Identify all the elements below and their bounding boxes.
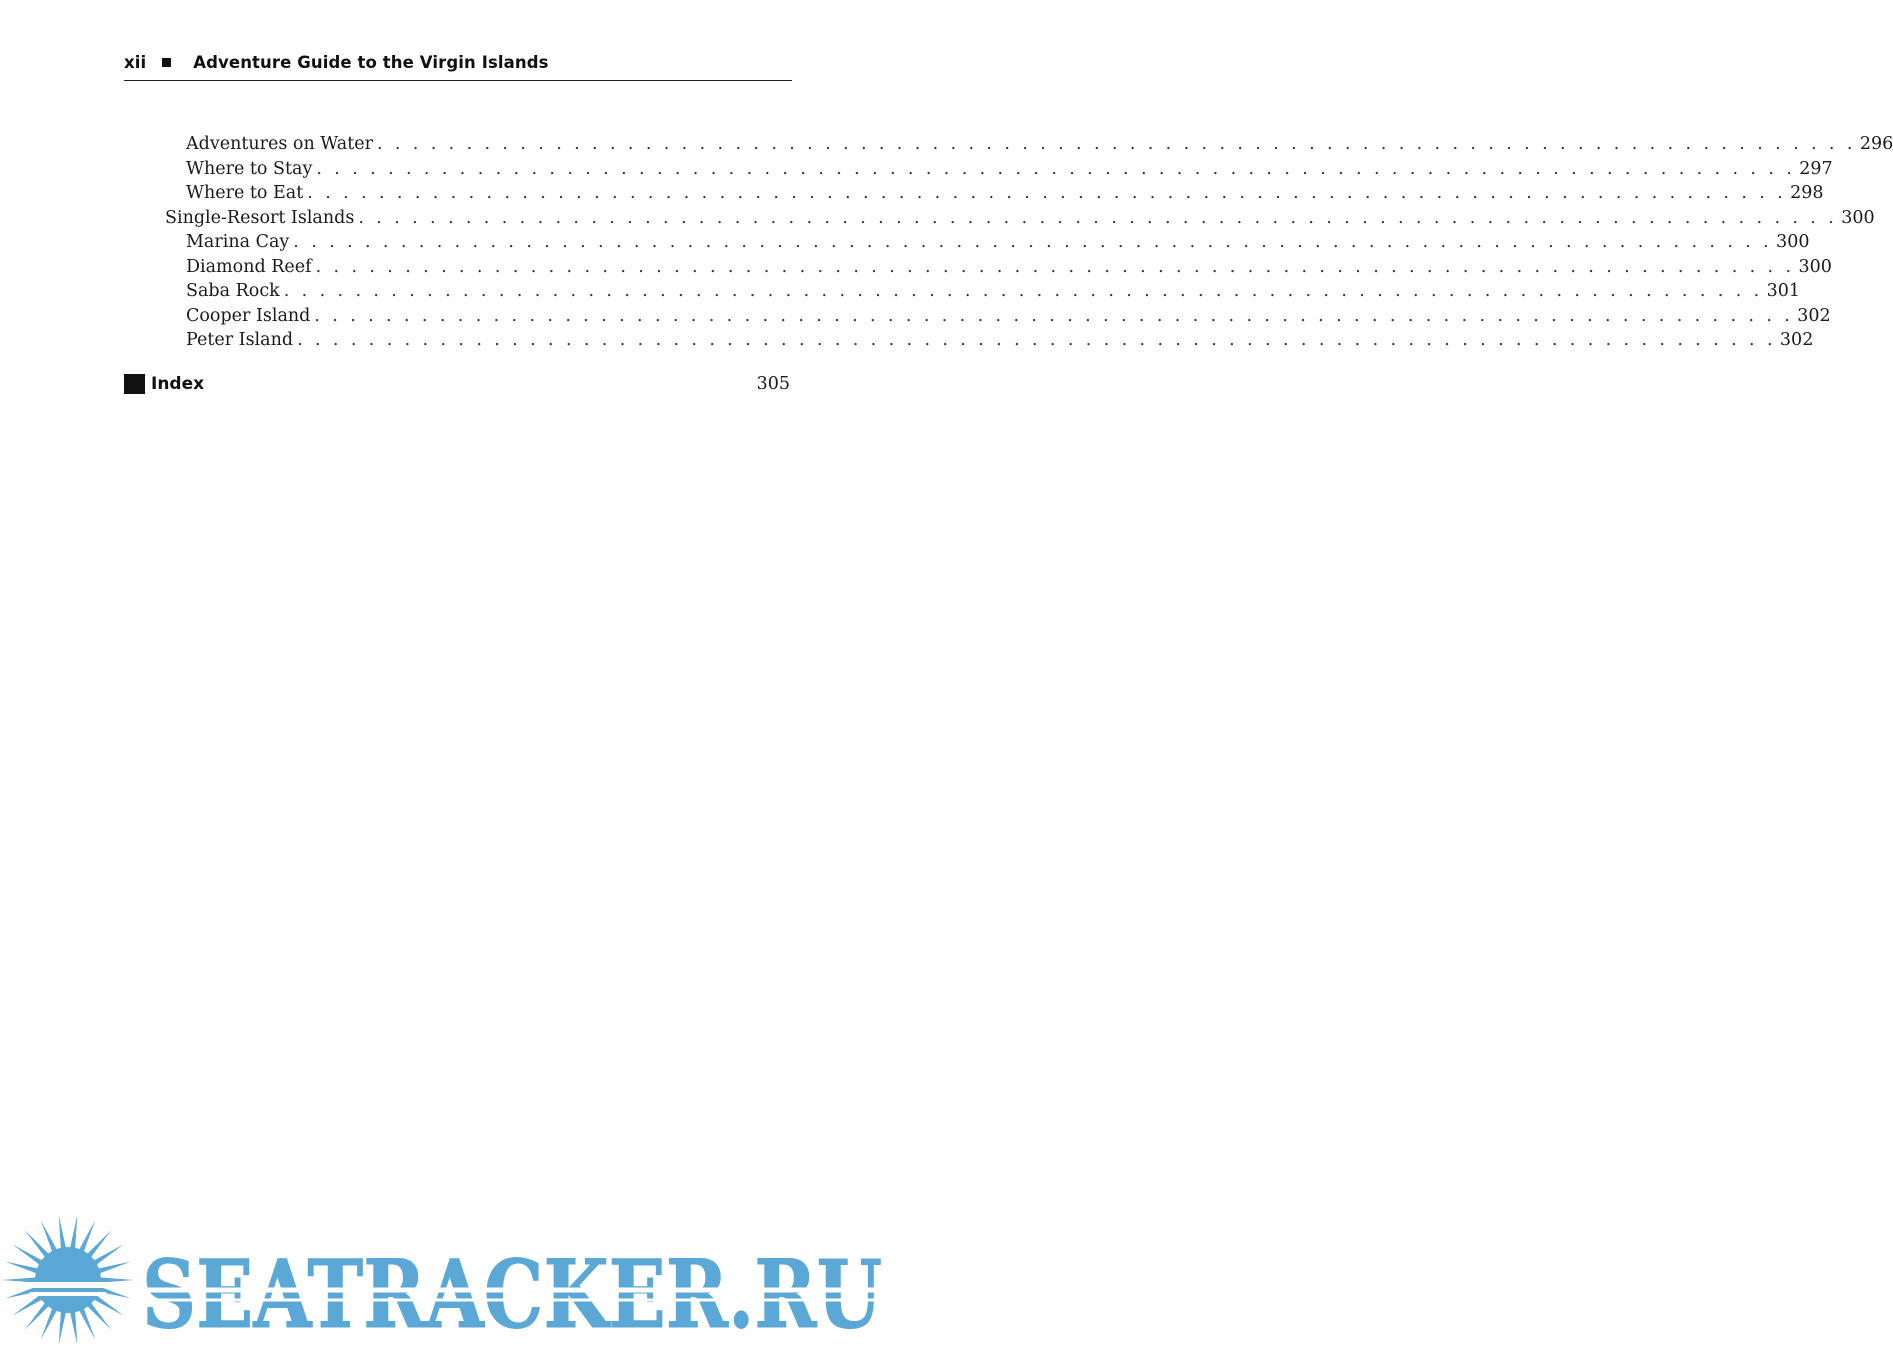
toc-entry-page: 298 — [1790, 183, 1824, 203]
watermark-logo — [0, 1212, 899, 1348]
watermark-text: SEATRACKER.RU — [142, 1240, 882, 1348]
header-page-number: xii — [124, 53, 147, 72]
toc-entry[interactable] — [124, 157, 1833, 182]
toc-entry-title: Diamond Reef — [186, 256, 312, 277]
toc-entry-title: Peter Island — [186, 330, 294, 350]
toc-entry[interactable] — [124, 255, 1832, 280]
sun-ray — [5, 1261, 40, 1274]
toc-entry[interactable] — [124, 181, 1824, 206]
toc-entry[interactable] — [124, 328, 1814, 353]
toc-entry[interactable] — [124, 230, 1810, 255]
dot-leader — [284, 279, 1763, 304]
toc-entry[interactable] — [124, 304, 1831, 329]
toc-entry-page: 297 — [1799, 158, 1833, 179]
sun-ray — [70, 1309, 78, 1345]
toc-entry-title: Single-Resort Islands — [165, 207, 355, 228]
dot-leader — [358, 206, 1837, 231]
header-book-title: Adventure Guide to the Virgin Islands — [193, 53, 549, 72]
toc-entry-title: Where to Eat — [186, 183, 304, 203]
toc-entry-page: 301 — [1766, 281, 1801, 301]
toc-entry[interactable] — [124, 279, 1801, 304]
index-page-number: 305 — [756, 374, 790, 394]
header-rule — [124, 80, 792, 81]
dot-leader — [293, 230, 1772, 255]
dot-leader — [377, 132, 1856, 157]
toc-entry[interactable] — [124, 132, 1893, 157]
dot-leader — [314, 304, 1793, 329]
sun-icon — [2, 1215, 134, 1346]
toc-entry-title: Marina Cay — [186, 232, 290, 252]
section-marker-square — [124, 374, 145, 394]
sun-ray — [59, 1215, 67, 1251]
dot-leader — [316, 157, 1795, 182]
running-header — [124, 53, 792, 72]
index-title: Index — [151, 374, 205, 394]
toc-entry-title: Adventures on Water — [186, 134, 373, 154]
sun-ray — [96, 1261, 131, 1274]
header-bullet-square — [162, 58, 171, 67]
dot-leader — [307, 181, 1786, 206]
toc-entry-page: 302 — [1797, 305, 1831, 326]
dot-leader — [297, 328, 1776, 353]
sun-ray — [70, 1215, 78, 1251]
dot-leader — [316, 255, 1795, 280]
sun-ray — [59, 1309, 67, 1345]
sun-ray — [98, 1277, 134, 1282]
toc-entry-title: Saba Rock — [186, 281, 280, 301]
toc-entry-page: 300 — [1776, 232, 1810, 252]
sun-ray — [2, 1277, 38, 1282]
toc-entry-page: 302 — [1779, 330, 1814, 350]
toc-index-entry[interactable] — [124, 374, 790, 394]
toc-entry-page: 300 — [1798, 256, 1832, 277]
toc-entry[interactable] — [124, 206, 1875, 231]
table-of-contents — [124, 132, 1893, 353]
toc-entry-title: Where to Stay — [186, 158, 313, 179]
toc-entry-title: Cooper Island — [186, 305, 311, 326]
toc-entry-page: 300 — [1841, 207, 1875, 228]
toc-entry-page: 296 — [1859, 134, 1893, 154]
